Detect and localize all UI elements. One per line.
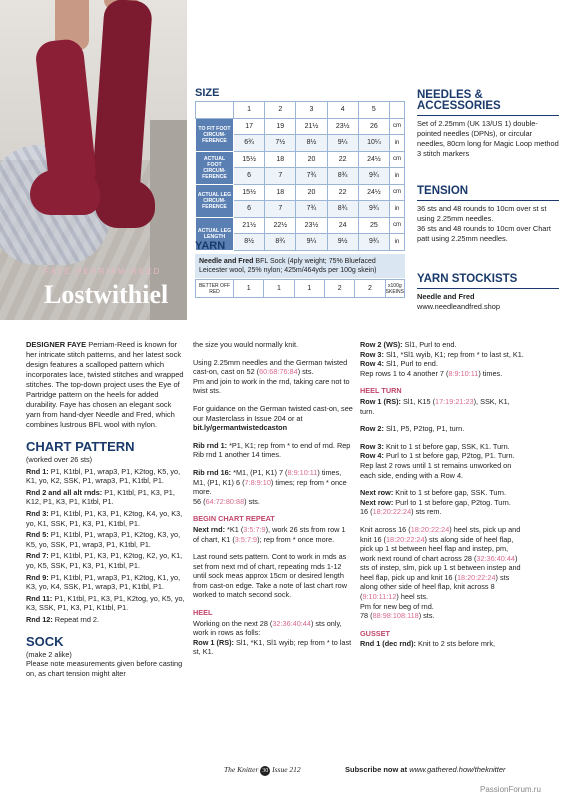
size-value: 24 [327, 217, 358, 234]
yarn-amount-table [195, 279, 405, 298]
size-value: 9¼ [296, 234, 327, 251]
needles-text: Set of 2.25mm (UK 13/US 1) double-pointed needles (DPNs), or circular needles, 80cm long for Magic Loop method [417, 119, 559, 148]
size-value: 10¼ [358, 135, 389, 152]
size-heading: SIZE [195, 87, 220, 99]
paragraph: Rnd 1 (dec rnd): Knit to 2 sts before mrk, [360, 639, 496, 649]
size-value: 9¾ [358, 234, 389, 251]
size-row-label: TO FIT FOOT CIRCUM-FERENCE [196, 118, 234, 151]
size-value: 18 [265, 184, 296, 201]
column-3 [360, 340, 525, 657]
yarn-colour-label: BETTER OFF RED [196, 280, 234, 298]
intro-paragraph [26, 340, 186, 430]
yarn-amount: 2 [355, 280, 385, 298]
yarn-amount: 1 [294, 280, 324, 298]
size-value: 6¾ [234, 135, 265, 152]
chart-row: Rnd 1: P1, K1tbl, P1, wrap3, P1, K2tog, K5, yo, K1, yo, K2, SSK, P1, wrap3, P1, K1tbl, P1. [26, 466, 181, 486]
size-value: 20 [296, 184, 327, 201]
size-value: 19 [265, 118, 296, 135]
yarn-amount: 2 [324, 280, 354, 298]
heel-heading: HEEL [193, 608, 213, 618]
sock-heading: SOCK [26, 633, 64, 649]
stockist-url: www.needleandfred.shop [417, 302, 500, 311]
stockists-section [417, 274, 559, 312]
size-row-label: ACTUAL LEG LENGTH [196, 217, 234, 250]
size-value: 22½ [265, 217, 296, 234]
paragraph: Using 2.25mm needles and the German twisted cast-on, cast on 52 (60:68:76:84) sts. [193, 357, 348, 377]
size-num: 1 [234, 102, 265, 119]
paragraph: Row 2 (WS): Sl1, Purl to end. [360, 340, 457, 349]
size-header-row [196, 102, 405, 119]
stockists-heading: YARN STOCKISTS [417, 273, 518, 285]
sock-note: Please note measurements given before casting on, as chart tension might alter [26, 659, 183, 678]
size-row [196, 184, 405, 201]
size-value: 6 [234, 168, 265, 185]
divider [417, 200, 559, 201]
size-value: 21½ [234, 217, 265, 234]
size-table [195, 101, 405, 251]
size-value: 20 [296, 151, 327, 168]
size-value: 8½ [234, 234, 265, 251]
size-row-label: ACTUAL FOOT CIRCUM-FERENCE [196, 151, 234, 184]
pattern-title: Lostwithiel [44, 280, 169, 309]
size-unit: cm [390, 217, 405, 234]
chart-row: Rnd 12: Repeat rnd 2. [26, 614, 100, 624]
size-value: 7¾ [296, 168, 327, 185]
paragraph: Next row: Knit to 1 st before gap, SSK. Turn. [360, 488, 507, 498]
intro-lead: DESIGNER FAYE [26, 340, 87, 349]
chart-row: Rnd 2 and all alt rnds: P1, K1tbl, P1, K3, P1, K12, P1, K3, P1, K1tbl, P1. [26, 487, 175, 507]
size-value: 21½ [296, 118, 327, 135]
paragraph: the size you would normally knit. [193, 340, 299, 349]
column-2 [193, 340, 353, 665]
size-value: 7¾ [296, 201, 327, 218]
size-value: 22 [327, 184, 358, 201]
paragraph: Row 3: Sl1, *Sl1 wyib, K1; rep from * to last st, K1. [360, 349, 524, 359]
yarn-description [195, 254, 405, 278]
size-num: 2 [265, 102, 296, 119]
page-number: 30 [262, 768, 269, 774]
begin-chart-heading: BEGIN CHART REPEAT [193, 514, 275, 524]
skeins-label: x100g SKEINS [385, 280, 404, 298]
size-unit: cm [390, 151, 405, 168]
chart-row: Rnd 7: P1, K1tbl, P1, K3, P1, K2tog, K2, yo, K1, yo, K5, SSK, P1, K3, P1, K1tbl, P1. [26, 551, 183, 570]
size-value: 7 [265, 201, 296, 218]
divider [417, 115, 559, 116]
chart-heading: CHART PATTERN [26, 439, 135, 454]
paragraph: Last round sets pattern. Cont to work in rnds as set from next rnd of chart, repeating rnds 1-12 until sock meas approx 15cm or desired length from cast-on edge. Take a note of last chart row worked to match second sock. [193, 552, 347, 600]
size-value: 22 [327, 151, 358, 168]
paragraph: Knit across 16 (18:20:22:24) heel sts, pick up and knit 16 (18:20:22:24) sts along side of heel flap, pick up 1 st between heel flap and instep, pm, work next round of chart across 28 (32:36:40:44) sts of instep, slm, pick up 1 st between instep and heel flap, pick up and knit 16 (18:20:22:24) sts along other side of heel flap, knit across 8 (9:10:11:12) heel sts. [360, 524, 521, 602]
tension-text-1: 36 sts and 48 rounds to 10cm over st st using 2.25mm needles. [417, 204, 547, 223]
size-value: 8¾ [265, 234, 296, 251]
paragraph: Rep last 2 rows until 1 st remains unworked on each side, ending with a Row 4. [360, 460, 512, 480]
paragraph: Row 4: Sl1, Purl to end. [360, 359, 438, 369]
paragraph: Row 2: Sl1, P5, P2tog, P1, turn. [360, 424, 465, 434]
size-num: 4 [327, 102, 358, 119]
size-value: 23½ [327, 118, 358, 135]
size-value: 6 [234, 201, 265, 218]
size-value: 17 [234, 118, 265, 135]
size-value: 7½ [265, 135, 296, 152]
size-unit: in [390, 135, 405, 152]
size-value: 24½ [358, 184, 389, 201]
paragraph: Next rnd: *K1 (3:5:7:9), work 26 sts from row 1 of chart, K1 (3:5:7:9); rep from * once more. [193, 524, 346, 544]
paragraph: Row 1 (RS): Sl1, K15 (17:19:21:23), SSK, K1, turn. [360, 396, 510, 416]
yarn-name: Needle and Fred [199, 258, 254, 265]
sock-subheading: (make 2 alike) [26, 649, 72, 659]
designer-name: FAYE PERRIAM-REED [44, 267, 162, 276]
size-row-label: ACTUAL LEG CIRCUM-FERENCE [196, 184, 234, 217]
masterclass-link[interactable]: bit.ly/germantwistedcaston [193, 423, 288, 433]
paragraph: 16 (18:20:22:24) sts rem. [360, 507, 442, 517]
tension-heading: TENSION [417, 185, 469, 197]
paragraph: Rib rnd 1: *P1, K1; rep from * to end of rnd. Rep Rib rnd 1 another 14 times. [193, 440, 351, 460]
tension-text-2: 36 sts and 48 rounds to 10cm over Chart patt using 2.25mm needles. [417, 224, 551, 243]
gusset-heading: GUSSET [360, 628, 391, 638]
sock-foot-image [30, 170, 100, 215]
paragraph: Working on the next 28 (32:36:40:44) sts only, work in rows as folls: [193, 618, 342, 638]
size-row [196, 217, 405, 234]
intro-text: Perriam-Reed is known for her intricate stitch patterns, and her latest sock design features a scalloped pattern which incorporates lace, twisted stitches and wrapped stitches. The top-down project uses the Eye of Partridge pattern on the heels for added durability. Faye has chosen an elegant sock yarn from hand-dyer Needle and Fred, which combines lustrous BFL wool with nylon. [26, 340, 184, 429]
size-unit: in [390, 234, 405, 251]
size-unit: cm [390, 184, 405, 201]
column-1 [26, 340, 186, 686]
size-num: 3 [296, 102, 327, 119]
size-value: 25 [358, 217, 389, 234]
size-value: 9¾ [358, 201, 389, 218]
size-value: 26 [358, 118, 389, 135]
paragraph: Rib rnd 16: *M1, (P1, K1) 7 (8:9:10:11) times, M1, (P1, K1) 6 (7:8:9:10) times; rep from * once more. 56 (64:72:80:88) sts. [193, 467, 347, 506]
paragraph: Next row: Purl to 1 st before gap, P2tog. Turn. [360, 497, 511, 507]
stockist-name: Needle and Fred [417, 292, 475, 301]
size-value: 7 [265, 168, 296, 185]
size-num: 5 [358, 102, 389, 119]
size-value: 9½ [327, 234, 358, 251]
chart-row: Rnd 5: P1, K1tbl, P1, wrap3, P1, K2tog, K3, yo, K5, yo, SSK, P1, wrap3, P1, K1tbl, P1. [26, 530, 181, 549]
size-value: 15½ [234, 184, 265, 201]
markers-text: 3 stitch markers [417, 149, 470, 158]
size-value: 8½ [296, 135, 327, 152]
divider [417, 288, 559, 289]
size-value: 9¾ [358, 168, 389, 185]
size-value: 23½ [296, 217, 327, 234]
size-value: 15½ [234, 151, 265, 168]
paragraph: Row 3: Knit to 1 st before gap, SSK, K1. Turn. [360, 441, 510, 451]
yarn-amount: 1 [234, 280, 264, 298]
size-unit: in [390, 201, 405, 218]
paragraph: For guidance on the German twisted cast-on, see our Masterclass in Issue 204 or at bit.ly/germantwistedcaston [193, 403, 353, 433]
footer-subscribe: Subscribe now at www.gathered.how/theknitter [345, 765, 506, 774]
paragraph: Rep rows 1 to 4 another 7 (8:9:10:11) times. [360, 368, 503, 378]
size-value: 8¾ [327, 201, 358, 218]
chart-row: Rnd 3: P1, K1tbl, P1, K3, P1, K2tog, K4, yo, K3, yo, K1, SSK, P1, K3, P1, K1tbl, P1. [26, 508, 183, 528]
footer-magazine: The Knitter 30 Issue 212 [224, 765, 301, 774]
paragraph: Pm for new beg of rnd. [360, 601, 434, 611]
yarn-desc: BFL Sock (4ply weight; 75% Bluefaced Leicester wool, 25% nylon; 425m/464yds per 100g skein) [199, 258, 377, 274]
sock-foot-image [95, 180, 155, 228]
size-row [196, 151, 405, 168]
paragraph: Row 4: Purl to 1 st before gap, P2tog, P1. Turn. [360, 451, 515, 461]
watermark: PassionForum.ru [480, 785, 541, 794]
paragraph: 78 (88:98:108:118) sts. [360, 611, 435, 621]
size-value: 18 [265, 151, 296, 168]
needles-heading: NEEDLES & ACCESSORIES [417, 89, 501, 112]
paragraph: Row 1 (RS): Sl1, *K1, Sl1 wyib; rep from * to last st, K1. [193, 637, 352, 657]
size-unit: in [390, 168, 405, 185]
size-value: 9¼ [327, 135, 358, 152]
paragraph: Pm and join to work in the rnd, taking care not to twist sts. [193, 376, 350, 396]
chart-subheading: (worked over 26 sts) [26, 455, 93, 464]
size-value: 24½ [358, 151, 389, 168]
tension-section [417, 186, 559, 244]
yarn-heading: YARN [195, 240, 226, 252]
yarn-amount: 1 [264, 280, 294, 298]
chart-row: Rnd 11: P1, K1tbl, P1, K3, P1, K2tog, yo, K5, yo, K3, SSK, P1, K3, P1, K1tbl, P1. [26, 593, 185, 613]
size-value: 8¾ [327, 168, 358, 185]
subscribe-link[interactable]: www.gathered.how/theknitter [409, 765, 506, 774]
size-row [196, 118, 405, 135]
size-unit: cm [390, 118, 405, 135]
chart-row: Rnd 9: P1, K1tbl, P1, wrap3, P1, K2tog, K1, yo, K3, yo, K4, SSK, P1, wrap3, P1, K1tbl, P1. [26, 572, 181, 592]
needles-section [417, 90, 559, 159]
heel-turn-heading: HEEL TURN [360, 386, 402, 396]
